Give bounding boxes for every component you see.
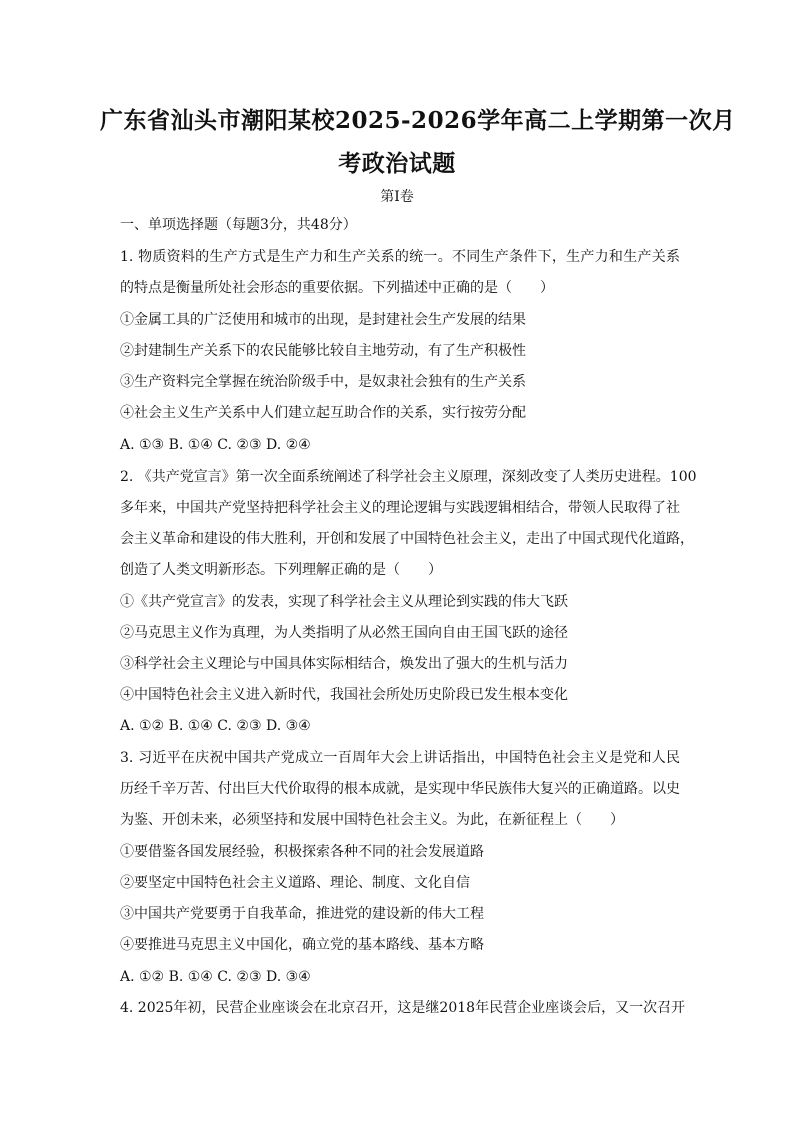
question-3-stem-line: 为鉴、开创未来，必须坚持和发展中国特色社会主义。为此，在新征程上（ ） xyxy=(120,812,624,828)
question-2-stem-line: 多年来，中国共产党坚持把科学社会主义的理论逻辑与实践逻辑相结合，带领人民取得了社 xyxy=(120,500,680,516)
question-1-option: ①金属工具的广泛使用和城市的出现，是封建社会生产发展的结果 xyxy=(120,312,526,328)
question-2-option: ②马克思主义作为真理，为人类指明了从必然王国向自由王国飞跃的途径 xyxy=(120,625,568,641)
volume-label: 第Ⅰ卷 xyxy=(380,189,414,205)
exam-title-line-2: 考政治试题 xyxy=(338,150,456,177)
section-heading: 一、单项选择题（每题3分，共48分） xyxy=(120,217,357,233)
question-3-stem-line: 历经千辛万苦、付出巨大代价取得的根本成就，是实现中华民族伟大复兴的正确道路。以史 xyxy=(120,781,680,797)
question-4-stem-line: 4. 2025年初，民营企业座谈会在北京召开，这是继2018年民营企业座谈会后，又一次召开 xyxy=(120,1000,686,1016)
question-2-answer-choices: A. ①② B. ①④ C. ②③ D. ③④ xyxy=(120,718,311,734)
question-1-stem-line: 的特点是衡量所处社会形态的重要依据。下列描述中正确的是（ ） xyxy=(120,280,554,296)
question-2-stem-line: 会主义革命和建设的伟大胜利，开创和发展了中国特色社会主义，走出了中国式现代化道路， xyxy=(120,531,694,547)
question-2-stem-line: 创造了人类文明新形态。下列理解正确的是（ ） xyxy=(120,562,442,578)
question-3-option: ①要借鉴各国发展经验，积极探索各种不同的社会发展道路 xyxy=(120,844,484,860)
exam-title-line-1: 广东省汕头市潮阳某校2025-2026学年高二上学期第一次月 xyxy=(100,107,736,134)
question-2-option: ①《共产党宣言》的发表，实现了科学社会主义从理论到实践的伟大飞跃 xyxy=(120,594,568,610)
question-3-option: ②要坚定中国特色社会主义道路、理论、制度、文化自信 xyxy=(120,875,470,891)
question-2-option: ④中国特色社会主义进入新时代，我国社会所处历史阶段已发生根本变化 xyxy=(120,687,568,703)
question-1-option: ④社会主义生产关系中人们建立起互助合作的关系，实行按劳分配 xyxy=(120,405,526,421)
question-3-option: ④要推进马克思主义中国化，确立党的基本路线、基本方略 xyxy=(120,937,484,953)
question-1-stem-line: 1. 物质资料的生产方式是生产力和生产关系的统一。不同生产条件下，生产力和生产关系 xyxy=(120,249,680,265)
question-2-stem-line: 2. 《共产党宣言》第一次全面系统阐述了科学社会主义原理，深刻改变了人类历史进程。100 xyxy=(120,469,697,485)
question-1-option: ②封建制生产关系下的农民能够比较自主地劳动，有了生产积极性 xyxy=(120,343,526,359)
question-3-answer-choices: A. ①② B. ①④ C. ②③ D. ③④ xyxy=(120,969,311,985)
question-1-answer-choices: A. ①③ B. ①④ C. ②③ D. ②④ xyxy=(120,437,311,453)
question-1-option: ③生产资料完全掌握在统治阶级手中，是奴隶社会独有的生产关系 xyxy=(120,374,526,390)
question-3-stem-line: 3. 习近平在庆祝中国共产党成立一百周年大会上讲话指出，中国特色社会主义是党和人民 xyxy=(120,750,680,766)
question-2-option: ③科学社会主义理论与中国具体实际相结合，焕发出了强大的生机与活力 xyxy=(120,656,568,672)
question-3-option: ③中国共产党要勇于自我革命，推进党的建设新的伟大工程 xyxy=(120,906,484,922)
